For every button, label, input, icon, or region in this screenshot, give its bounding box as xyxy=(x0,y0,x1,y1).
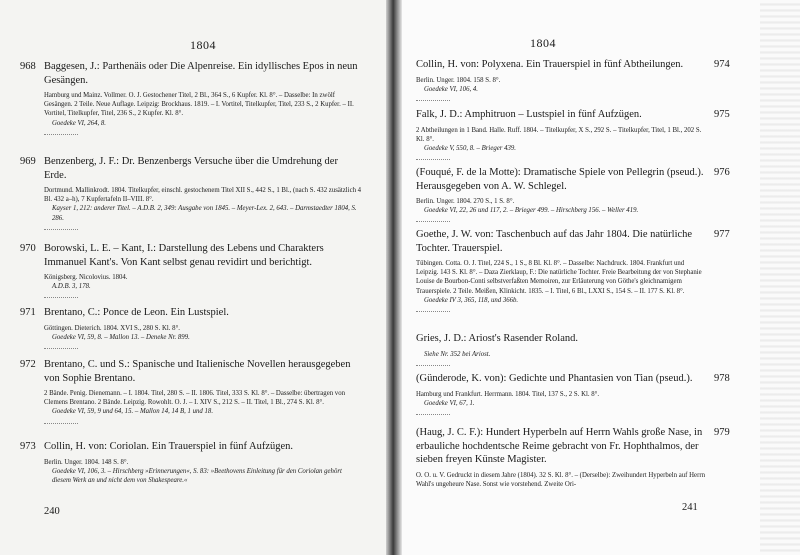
left-page xyxy=(0,0,388,555)
page-year-heading: 1804 xyxy=(190,38,216,52)
bibliography-entry xyxy=(416,166,730,222)
entry-heading: (Haug, J. C. F.): Hundert Hyperbeln auf Herrn Wahls große Nase, in erbauliche hochdentsche Reime gebracht von Fr. Hophthalmos, der sieben freyen Künste Magister. xyxy=(416,427,703,465)
entry-details: Königsberg. Nicolovius. 1804. xyxy=(44,274,128,281)
entry-separator xyxy=(416,414,450,415)
entry-references: Kayser 1, 212: anderer Titel. – A.D.B. 2, 349: Ausgabe von 1845. – Meyer-Lex. 2, 643. – Darmstaedter 1804, S. 286. xyxy=(52,205,357,222)
entry-heading: Brentano, C. und S.: Spanische und Italienische Novellen herausgegeben von Sophie Brentano. xyxy=(44,359,351,384)
entry-details: Berlin. Unger. 1804. 158 S. 8°. xyxy=(416,76,501,84)
entry-details: Berlin. Unger. 1804. 270 S., 1 S. 8°. xyxy=(416,198,515,205)
entry-number: 977 xyxy=(714,229,730,240)
entry-number: 968 xyxy=(20,61,36,72)
page-year-heading: 1804 xyxy=(530,36,556,50)
bibliography-entry xyxy=(20,60,362,135)
entry-number: 976 xyxy=(714,167,730,178)
entry-separator xyxy=(44,423,78,424)
bibliography-entry xyxy=(20,440,362,485)
entry-details: Tübingen. Cotta. O. J. Titel, 224 S., 1 S., 8 Bl. Kl. 8°. – Dasselbe: Nachdruck. 1804. Frankfurt und Leipzig. 143 S. Kl. 8°. – Daza Zierklaup, F.: Die natürliche Tochter. Freie Bearbeitung der von Stephanie Louise de Bourbon-Conti selbstverfaßten Memoiren, zur Erläuterung von Göthe's gleichnamigem Trauerspiele. 2 Teile. Meißen, Klinkicht. 1835. – I. Titel, 6 Bl., LXXI S., 154 S. – II. 177 S. Kl. 8°. xyxy=(416,260,702,295)
entry-heading: Gries, J. D.: Ariost's Rasender Roland. xyxy=(416,333,579,344)
page-number: 240 xyxy=(44,506,60,517)
bibliography-entry xyxy=(20,306,362,349)
bibliography-entry xyxy=(416,228,730,312)
entry-references: Goedeke VI, 59, 8. – Mallon 13. – Deneke Nr. 899. xyxy=(52,333,190,341)
entry-references: Goedeke VI, 106, 4. xyxy=(424,85,478,93)
entry-number: 974 xyxy=(714,59,730,70)
entry-separator xyxy=(44,134,78,135)
entry-number: 970 xyxy=(20,243,36,254)
entry-separator xyxy=(416,365,450,366)
bibliography-entry xyxy=(416,108,730,160)
entry-heading: Borowski, L. E. – Kant, I.: Darstellung des Lebens und Charakters Immanuel Kant's. Von Kant selbst genau revidirt und berichtigt. xyxy=(44,243,324,268)
entry-details: O. O. u. V. Gedruckt in diesem Jahre (1804). 32 S. Kl. 8°. – (Derselbe): Zweihundert Hyperbeln auf Herrn Wahl's ungeheure Nase. Sonst wie vorstehend. Zweite Ori- xyxy=(416,471,705,488)
bibliography-entry xyxy=(20,358,362,424)
entry-separator xyxy=(44,229,78,230)
bibliography-entry xyxy=(416,426,730,489)
entry-separator xyxy=(416,311,450,312)
entry-number: 969 xyxy=(20,156,36,167)
entry-heading: (Günderode, K. von): Gedichte und Phantasien von Tian (pseud.). xyxy=(416,373,693,384)
book-gutter xyxy=(386,0,402,555)
entry-references: A.D.B. 3, 178. xyxy=(52,283,91,291)
entry-references: Goedeke IV 3, 365, 118, und 366b. xyxy=(424,296,519,304)
entry-references: Goedeke VI, 264, 8. xyxy=(52,119,106,127)
entry-references: Siehe Nr. 352 bei Ariost. xyxy=(424,350,491,358)
entry-number: 978 xyxy=(714,373,730,384)
page-edge-shadow xyxy=(760,0,800,555)
entry-heading: Collin, H. von: Polyxena. Ein Trauerspiel in fünf Abtheilungen. xyxy=(416,59,684,70)
entry-separator xyxy=(44,348,78,349)
entry-heading: Benzenberg, J. F.: Dr. Benzenbergs Versuche über die Umdrehung der Erde. xyxy=(44,156,338,181)
entry-heading: Goethe, J. W. von: Taschenbuch auf das Jahr 1804. Die natürliche Tochter. Trauerspiel. xyxy=(416,229,693,254)
entry-references: Goedeke VI, 67, 1. xyxy=(424,399,475,407)
bibliography-entry xyxy=(416,58,730,101)
entry-references: Goedeke VI, 59, 9 und 64, 15. – Mallon 14, 14 B, 1 und 18. xyxy=(52,408,214,416)
entry-heading: Baggesen, J.: Parthenäis oder Die Alpenreise. Ein idyllisches Epos in neun Gesängen. xyxy=(44,61,358,86)
entry-separator xyxy=(416,100,450,101)
entry-details: Göttingen. Dieterich. 1804. XVI S., 280 S. Kl. 8°. xyxy=(44,324,181,332)
entry-heading: Falk, J. D.: Amphitruon – Lustspiel in fünf Aufzügen. xyxy=(416,109,642,120)
entry-separator xyxy=(44,297,78,298)
entry-number: 975 xyxy=(714,109,730,120)
bibliography-entry xyxy=(416,332,706,366)
entry-number: 979 xyxy=(714,427,730,438)
page-number: 241 xyxy=(682,502,698,513)
entry-details: 2 Bände. Penig. Dienemann. – I. 1804. Titel, 280 S. – II. 1806. Titel, 333 S. Kl. 8°. – Dasselbe: übertragen von Clemens Brentano. 2 Bände. Leipzig. Rowohlt. O. J. – I. XIV S., 212 S. – II. Titel, 1 Bl., 274 S. Kl. 8°. xyxy=(44,390,346,407)
entry-heading: Collin, H. von: Coriolan. Ein Trauerspiel in fünf Aufzügen. xyxy=(44,441,294,452)
bibliography-entry xyxy=(416,372,730,415)
entry-details: Dortmund. Mallinkrodt. 1804. Titelkupfer, einschl. gestochenem Titel XII S., 442 S., 1 Bl., (nach S. 432 zusätzlich 4 Bl. 432 a–h), 7 Kupfertafeln II–VIII. 8°. xyxy=(44,187,362,204)
entry-heading: (Fouqué, F. de la Motte): Dramatische Spiele von Pellegrin (pseud.). Herausgegeben von A. W. Schlegel. xyxy=(416,167,704,192)
entry-separator xyxy=(416,159,450,160)
entry-references: Goedeke V, 550, 8. – Brieger 439. xyxy=(424,144,516,152)
entry-references: Goedeke VI, 106, 3. – Hirschberg »Erinnerungen«, S. 83: »Beethovens Einleitung für den Coriolan gehört diesem Werk an und nicht dem von Shakespeare.« xyxy=(52,467,342,484)
entry-details: Hamburg und Mainz. Vollmer. O. J. Gestochener Titel, 2 Bl., 364 S., 6 Kupfer. Kl. 8°. – Dasselbe: In zwölf Gesängen. 2 Teile. Neue Auflage. Leipzig: Brockhaus. 1819. – I. Vortitel, Titelkupfer, Titel, 233 S., 2 Kupfer. – II. Vortitel, Titelkupfer, Titel, 236 S., 2 Kupfer. Kl. 8°. xyxy=(44,92,354,118)
entry-heading: Brentano, C.: Ponce de Leon. Ein Lustspiel. xyxy=(44,307,229,318)
entry-details: Berlin. Unger. 1804. 148 S. 8°. xyxy=(44,458,129,466)
right-page xyxy=(402,0,800,555)
entry-details: Hamburg und Frankfurt. Herrmann. 1804. Titel, 137 S., 2 S. Kl. 8°. xyxy=(416,390,600,398)
entry-references: Goedeke VI, 22, 26 und 117, 2. – Brieger 499. – Hirschberg 156. – Weller 419. xyxy=(424,207,639,215)
entry-details: 2 Abtheilungen in 1 Band. Halle. Ruff. 1804. – Titelkupfer, X S., 292 S. – Titelkupfer, Titel, 1 Bl., 202 S. Kl. 8°. xyxy=(416,126,702,143)
bibliography-entry xyxy=(20,155,362,230)
entry-number: 973 xyxy=(20,441,36,452)
entry-separator xyxy=(416,221,450,222)
entry-number: 972 xyxy=(20,359,36,370)
bibliography-entry xyxy=(20,242,362,298)
entry-number: 971 xyxy=(20,307,36,318)
